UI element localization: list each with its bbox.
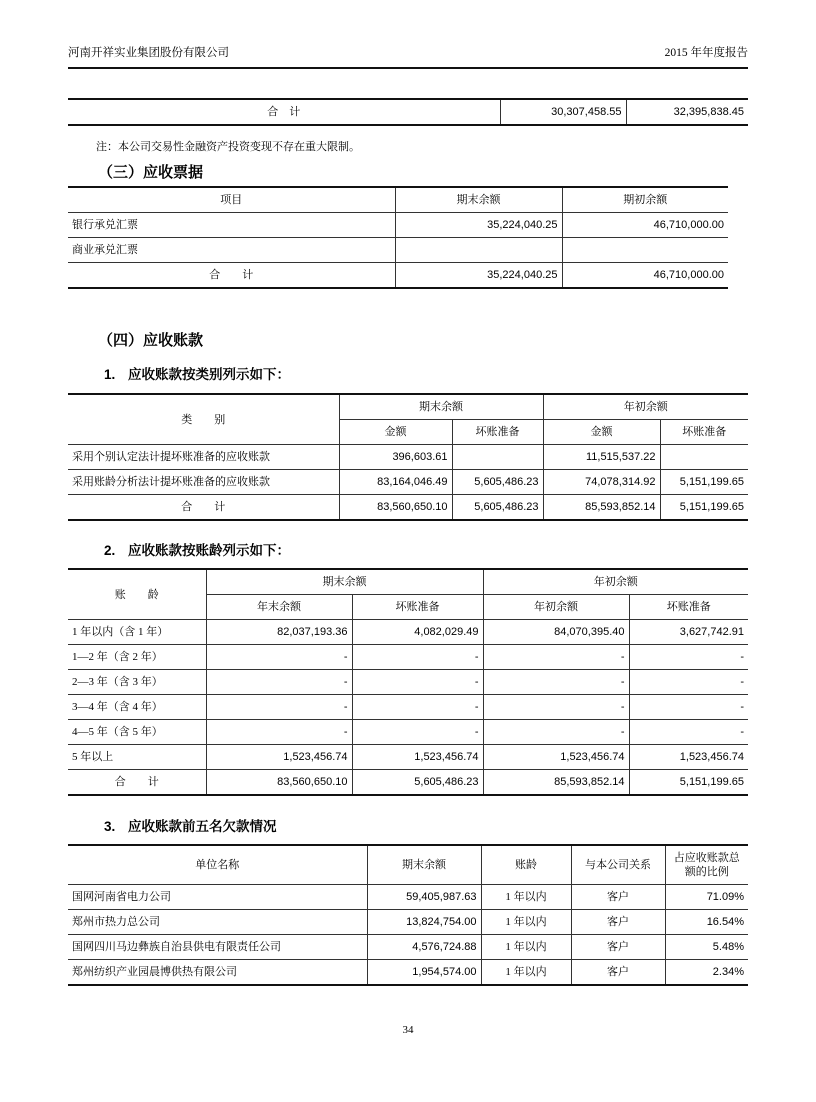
col-header-provision: 坏账准备	[660, 420, 748, 445]
table-row	[68, 960, 748, 986]
relation-cell: 客户	[571, 910, 665, 935]
col-header-ending: 期末余额	[367, 845, 481, 885]
value-cell: 5,151,199.65	[629, 770, 748, 796]
notes-receivable-table	[68, 186, 728, 289]
value-cell: 5,605,486.23	[452, 495, 543, 521]
table-row	[68, 620, 748, 645]
value-cell: -	[206, 645, 352, 670]
value-cell: -	[483, 670, 629, 695]
subsection-number: 2.	[104, 543, 116, 558]
table-row	[68, 670, 748, 695]
age-cell: 1 年以内	[481, 885, 571, 910]
total-label-cell: 合 计	[68, 770, 206, 796]
col-header-relation: 与本公司关系	[571, 845, 665, 885]
col-header-item: 项目	[68, 187, 395, 213]
col-header-ratio: 占应收账款总额的比例	[665, 845, 748, 885]
value-cell: 83,164,046.49	[339, 470, 452, 495]
table-header-row	[68, 845, 748, 885]
value-cell	[562, 238, 728, 263]
value-cell: -	[629, 645, 748, 670]
value-cell: 35,224,040.25	[395, 213, 562, 238]
table-row	[68, 213, 728, 238]
table-row	[68, 910, 748, 935]
value-cell: -	[206, 720, 352, 745]
col-header-amount: 金额	[543, 420, 660, 445]
category-cell: 采用账龄分析法计提坏账准备的应收账款	[68, 470, 339, 495]
subsection-number: 1.	[104, 367, 116, 382]
table-row	[68, 745, 748, 770]
value-cell: 5,151,199.65	[660, 470, 748, 495]
entity-cell: 郑州市热力总公司	[68, 910, 367, 935]
entity-cell: 郑州纺织产业园晨博供热有限公司	[68, 960, 367, 986]
col-header-provision: 坏账准备	[629, 595, 748, 620]
col-header-yearend: 年末余额	[206, 595, 352, 620]
table-header-row	[68, 394, 748, 420]
age-cell: 1 年以内	[481, 960, 571, 986]
value-cell: 13,824,754.00	[367, 910, 481, 935]
value-cell: 5,151,199.65	[660, 495, 748, 521]
ar-top-five-table	[68, 844, 748, 986]
ratio-cell: 2.34%	[665, 960, 748, 986]
value-cell: 83,560,650.10	[206, 770, 352, 796]
value-cell: 1,523,456.74	[352, 745, 483, 770]
table-row	[68, 99, 748, 125]
value-cell: 1,523,456.74	[629, 745, 748, 770]
value-cell: 5,605,486.23	[452, 470, 543, 495]
total-label-cell: 合 计	[68, 99, 500, 125]
table-row	[68, 695, 748, 720]
value-cell: 74,078,314.92	[543, 470, 660, 495]
subsection-title-top-five	[104, 818, 748, 836]
table-row	[68, 445, 748, 470]
col-header-provision: 坏账准备	[452, 420, 543, 445]
value-cell: -	[352, 670, 483, 695]
col-header-beginning: 期初余额	[562, 187, 728, 213]
group-header-ending: 期末余额	[339, 394, 543, 420]
note-text: 注：本公司交易性金融资产投资变现不存在重大限制。	[96, 141, 360, 153]
col-header-amount: 金额	[339, 420, 452, 445]
item-cell: 银行承兑汇票	[68, 213, 395, 238]
col-header-provision: 坏账准备	[352, 595, 483, 620]
ar-by-aging-table	[68, 568, 748, 796]
section-title-accounts-receivable: （四）应收账款	[98, 332, 204, 349]
table-row	[68, 720, 748, 745]
age-cell: 1—2 年（含 2 年）	[68, 645, 206, 670]
table-row	[68, 238, 728, 263]
value-cell: 82,037,193.36	[206, 620, 352, 645]
carryover-total-table	[68, 98, 748, 126]
value-cell: 1,954,574.00	[367, 960, 481, 986]
table-row	[68, 470, 748, 495]
group-header-beginning: 年初余额	[483, 569, 748, 595]
table-total-row	[68, 263, 728, 289]
category-cell: 采用个别认定法计提坏账准备的应收账款	[68, 445, 339, 470]
value-cell: 84,070,395.40	[483, 620, 629, 645]
page-number: 34	[402, 1024, 414, 1036]
table-row	[68, 645, 748, 670]
value-cell: 85,593,852.14	[483, 770, 629, 796]
group-header-ending: 期末余额	[206, 569, 483, 595]
subsection-title-by-category	[104, 366, 748, 384]
age-cell: 1 年以内	[481, 910, 571, 935]
value-cell: -	[483, 645, 629, 670]
value-cell: 4,576,724.88	[367, 935, 481, 960]
table-row	[68, 935, 748, 960]
value-cell: -	[629, 670, 748, 695]
total-ending-cell: 30,307,458.55	[500, 99, 626, 125]
entity-cell: 国网四川马边彝族自治县供电有限责任公司	[68, 935, 367, 960]
group-header-beginning: 年初余额	[543, 394, 748, 420]
col-header-age: 账龄	[481, 845, 571, 885]
value-cell: 1,523,456.74	[206, 745, 352, 770]
ratio-cell: 5.48%	[665, 935, 748, 960]
ratio-cell: 16.54%	[665, 910, 748, 935]
value-cell: 5,605,486.23	[352, 770, 483, 796]
col-header-category: 类 别	[68, 394, 339, 445]
ar-by-category-table	[68, 393, 748, 521]
age-cell: 1 年以内（含 1 年）	[68, 620, 206, 645]
value-cell: 1,523,456.74	[483, 745, 629, 770]
value-cell: 35,224,040.25	[395, 263, 562, 289]
value-cell: 4,082,029.49	[352, 620, 483, 645]
value-cell: -	[483, 720, 629, 745]
value-cell: -	[352, 695, 483, 720]
col-header-age: 账 龄	[68, 569, 206, 620]
value-cell: -	[206, 670, 352, 695]
value-cell: 46,710,000.00	[562, 213, 728, 238]
age-cell: 3—4 年（含 4 年）	[68, 695, 206, 720]
age-cell: 4—5 年（含 5 年）	[68, 720, 206, 745]
subsection-number: 3.	[104, 819, 116, 834]
item-cell: 商业承兑汇票	[68, 238, 395, 263]
total-beginning-cell: 32,395,838.45	[626, 99, 748, 125]
value-cell	[395, 238, 562, 263]
col-header-entity: 单位名称	[68, 845, 367, 885]
value-cell	[452, 445, 543, 470]
age-cell: 1 年以内	[481, 935, 571, 960]
section-title-notes-receivable: （三）应收票据	[98, 164, 204, 181]
table-header-row	[68, 187, 728, 213]
report-title: 2015 年年度报告	[664, 47, 748, 59]
value-cell: 85,593,852.14	[543, 495, 660, 521]
value-cell: -	[206, 695, 352, 720]
company-name: 河南开祥实业集团股份有限公司	[68, 47, 229, 59]
table-header-row	[68, 569, 748, 595]
value-cell: -	[352, 645, 483, 670]
table-total-row	[68, 495, 748, 521]
subsection-text: 应收账款前五名欠款情况	[128, 819, 277, 834]
value-cell: -	[483, 695, 629, 720]
table-row	[68, 885, 748, 910]
value-cell: 83,560,650.10	[339, 495, 452, 521]
value-cell: 11,515,537.22	[543, 445, 660, 470]
total-label-cell: 合 计	[68, 495, 339, 521]
col-header-yearbegin: 年初余额	[483, 595, 629, 620]
total-label-cell: 合 计	[68, 263, 395, 289]
age-cell: 2—3 年（含 3 年）	[68, 670, 206, 695]
value-cell: 396,603.61	[339, 445, 452, 470]
ratio-cell: 71.09%	[665, 885, 748, 910]
value-cell: 46,710,000.00	[562, 263, 728, 289]
subsection-text: 应收账款按类别列示如下：	[128, 367, 290, 382]
table-total-row	[68, 770, 748, 796]
value-cell	[660, 445, 748, 470]
entity-cell: 国网河南省电力公司	[68, 885, 367, 910]
value-cell: -	[352, 720, 483, 745]
relation-cell: 客户	[571, 960, 665, 986]
subsection-text: 应收账款按账龄列示如下：	[128, 543, 290, 558]
col-header-ending: 期末余额	[395, 187, 562, 213]
document-page	[0, 46, 816, 1102]
page-header	[68, 46, 748, 69]
value-cell: 59,405,987.63	[367, 885, 481, 910]
relation-cell: 客户	[571, 885, 665, 910]
value-cell: -	[629, 720, 748, 745]
value-cell: -	[629, 695, 748, 720]
relation-cell: 客户	[571, 935, 665, 960]
subsection-title-by-aging	[104, 542, 748, 560]
age-cell: 5 年以上	[68, 745, 206, 770]
value-cell: 3,627,742.91	[629, 620, 748, 645]
